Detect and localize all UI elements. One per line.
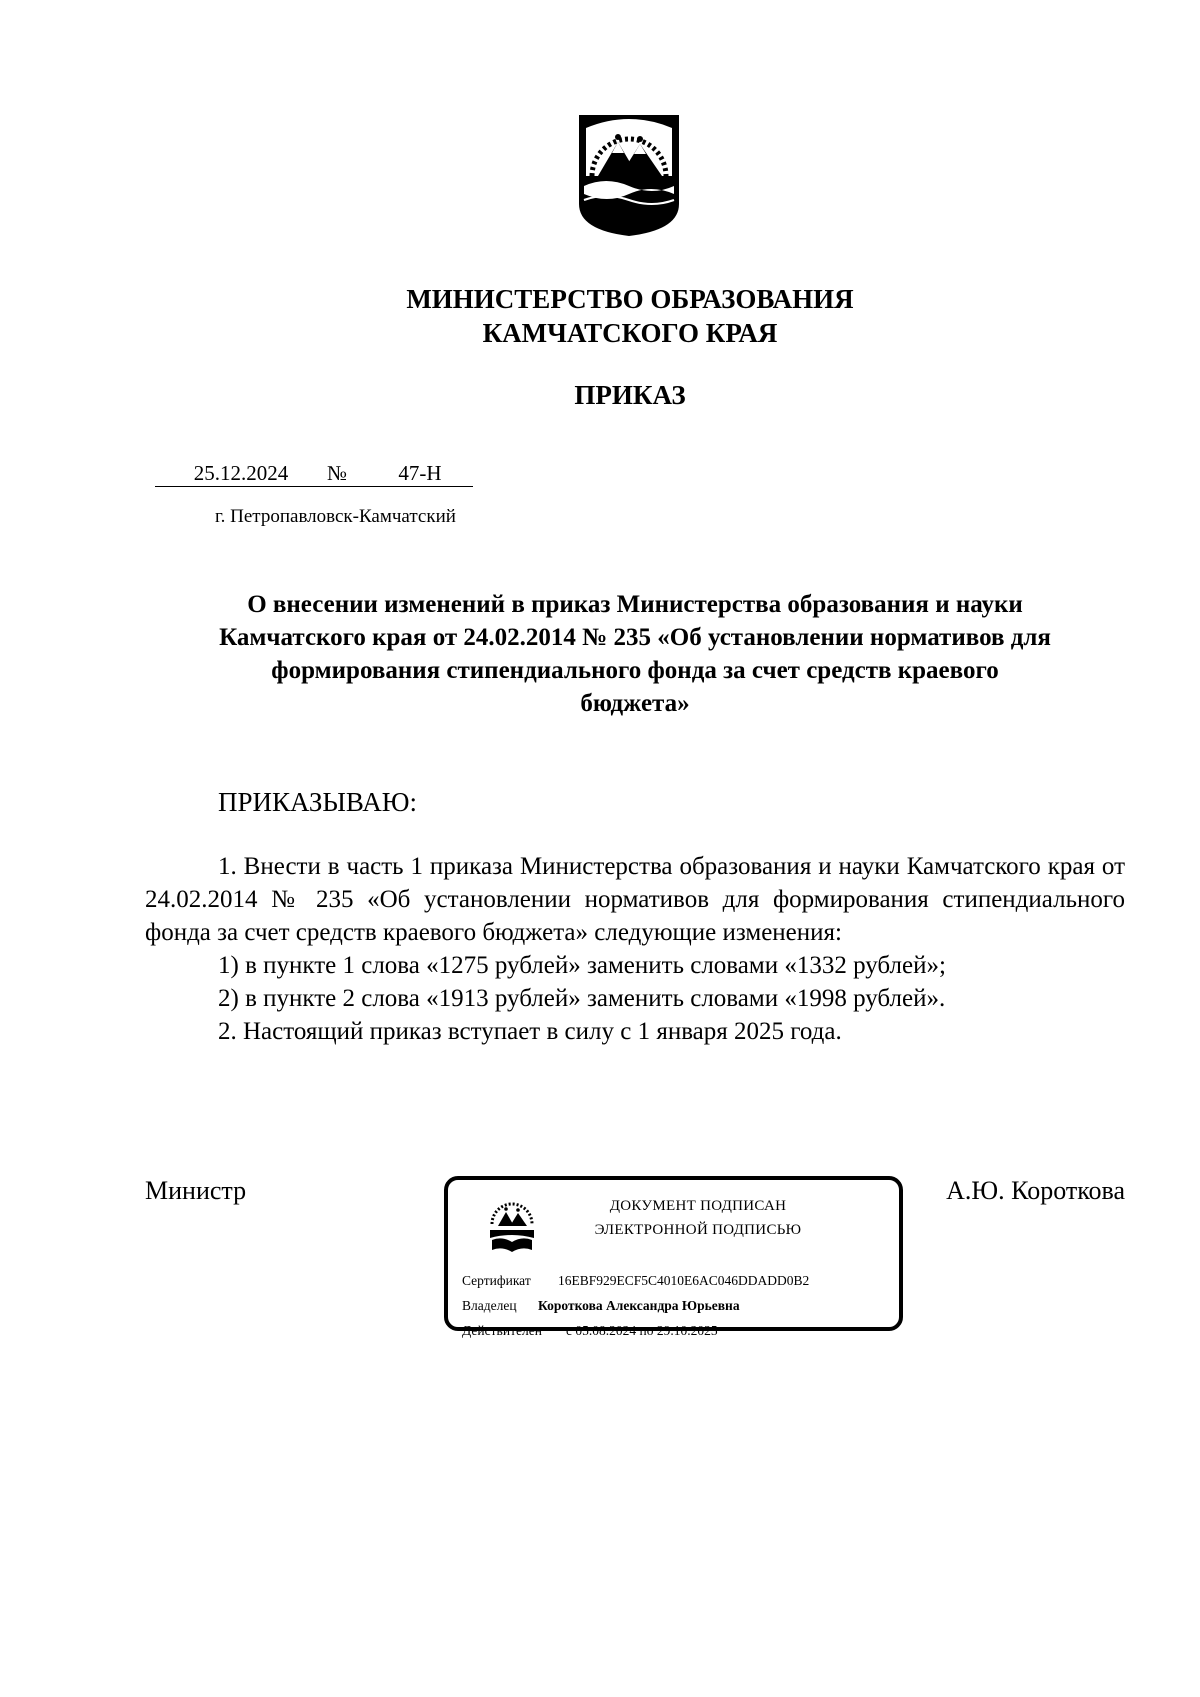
organization-name	[0, 282, 1200, 350]
certificate-label: Сертификат	[462, 1273, 531, 1288]
document-type: ПРИКАЗ	[574, 380, 686, 410]
order-date: 25.12.2024	[155, 460, 327, 487]
order-body	[145, 850, 1125, 1048]
owner-value: Короткова Александра Юрьевна	[538, 1298, 740, 1313]
org-line-2: КАМЧАТСКОГО КРАЯ	[482, 318, 778, 348]
stamp-heading-line-2: ЭЛЕКТРОННОЙ ПОДПИСЬЮ	[594, 1222, 802, 1238]
order-number: 47-Н	[367, 460, 473, 487]
decree-heading: ПРИКАЗЫВАЮ:	[218, 787, 417, 817]
signatory-title: Министр	[145, 1176, 247, 1205]
subject-line-2: Камчатского края от 24.02.2014 № 235 «Об установлении нормативов для	[219, 624, 1051, 651]
paragraph-1: 1. Внести в часть 1 приказа Министерства образования и науки Камчатского края от 24.02.2014 № 235 «Об установлении нормативов для формирования стипендиального фонда за счет средств краевого бюджета» следующие изменения:	[145, 853, 1125, 946]
subject-line-1: О внесении изменений в приказ Министерства образования и науки	[247, 591, 1023, 618]
subject-line-3: формирования стипендиального фонда за счет средств краевого	[271, 657, 999, 684]
validity-label: Действителен	[462, 1323, 542, 1338]
stamp-emblem-icon	[486, 1198, 538, 1254]
stamp-certificate-row	[462, 1272, 809, 1290]
org-line-1: МИНИСТЕРСТВО ОБРАЗОВАНИЯ	[406, 284, 854, 314]
signatory-name: А.Ю. Короткова	[946, 1176, 1125, 1205]
stamp-heading-line-1: ДОКУМЕНТ ПОДПИСАН	[609, 1198, 787, 1214]
subject-line-4: бюджета»	[580, 690, 690, 717]
owner-label: Владелец	[462, 1298, 517, 1313]
item-2: 2) в пункте 2 слова «1913 рублей» заменить словами «1998 рублей».	[218, 985, 946, 1012]
number-sign: №	[327, 460, 367, 487]
item-1: 1) в пункте 1 слова «1275 рублей» заменить словами «1332 рублей»;	[218, 952, 946, 979]
date-number-line	[155, 460, 473, 487]
stamp-owner-row	[462, 1297, 740, 1315]
order-subject	[145, 588, 1125, 720]
stamp-validity-row	[462, 1322, 718, 1340]
paragraph-2: 2. Настоящий приказ вступает в силу с 1 января 2025 года.	[218, 1018, 842, 1045]
validity-value: с 05.08.2024 по 29.10.2025	[566, 1323, 718, 1338]
stamp-heading	[553, 1194, 843, 1242]
city: г. Петропавловск-Камчатский	[215, 506, 456, 527]
kamchatka-coat-of-arms-icon	[576, 112, 682, 238]
certificate-value: 16EBF929ECF5C4010E6AC046DDADD0B2	[558, 1273, 810, 1288]
electronic-signature-stamp	[444, 1176, 903, 1338]
